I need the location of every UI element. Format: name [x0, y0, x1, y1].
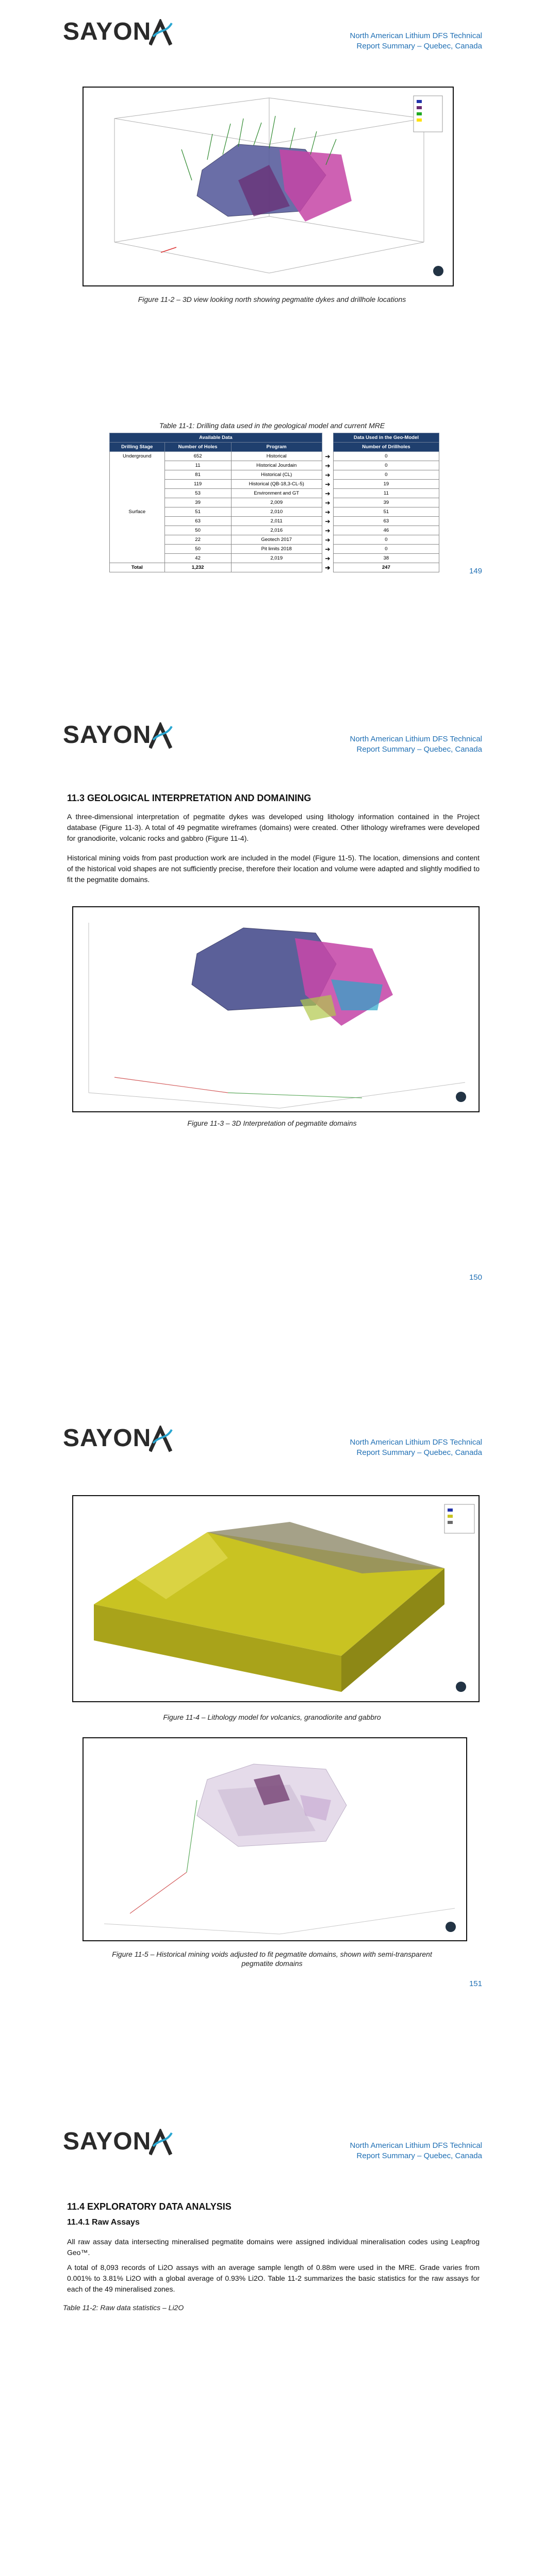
- cell-used: 63: [333, 517, 439, 526]
- cell-used: 19: [333, 480, 439, 489]
- table-row: [110, 545, 439, 554]
- paragraph-interpretation: A three-dimensional interpretation of pegmatite dykes was developed using lithology information contained in the Project database (Figure 11-3). A total of 49 pegmatite wireframes (domains) were created. Other lithology wireframes were developed for granodiorite, volcanic rocks and gabbro (Figure 11-4).: [67, 812, 480, 842]
- report-header: North American Lithium DFS Technical Report Summary – Quebec, Canada: [350, 1438, 482, 1457]
- cell-program: 2,019: [231, 554, 322, 563]
- cell-holes: 22: [164, 535, 231, 545]
- arrow-icon: ➔: [325, 499, 331, 506]
- historical-voids-render: [84, 1738, 467, 1941]
- cell-program: Historical (CL): [231, 470, 322, 480]
- cell-program: Pit limits 2018: [231, 545, 322, 554]
- cell-holes: 81: [164, 470, 231, 480]
- page-number: 149: [469, 567, 482, 575]
- cell-stage: [110, 461, 165, 470]
- paragraph-mining-voids: Historical mining voids from past production work are included in the model (Figure 11-5). The location, dimensions and content of the historical void shapes are not sufficiently precise, therefore their location and volume were adapted and slightly modified to fit the pegmatite domains.: [67, 854, 480, 884]
- arrow-icon: ➔: [325, 554, 331, 562]
- cell-holes: 63: [164, 517, 231, 526]
- paragraph-raw-assays: All raw assay data intersecting mineralised pegmatite domains were assigned individual mineralisation codes using Leapfrog Geo™.: [67, 2238, 480, 2257]
- table-row: [110, 498, 439, 507]
- cell-holes: 50: [164, 545, 231, 554]
- figure-11-4-caption: Figure 11-4 – Lithology model for volcanics, granodiorite and gabbro: [163, 1713, 381, 1721]
- figure-3d-view-dykes: [83, 87, 454, 286]
- cell-program: Geotech 2017: [231, 535, 322, 545]
- cell-used: 0: [333, 535, 439, 545]
- col-drilling-stage: Drilling Stage: [110, 443, 165, 452]
- logo-mark-icon: [149, 722, 173, 749]
- table-11-2-caption: Table 11-2: Raw data statistics – Li2O: [63, 2303, 184, 2312]
- lithology-model-render: [73, 1496, 480, 1702]
- cell-stage: [110, 526, 165, 535]
- cell-holes: 119: [164, 480, 231, 489]
- arrow-icon: ➔: [325, 462, 331, 469]
- figure-11-3-caption: Figure 11-3 – 3D Interpretation of pegmatite domains: [187, 1119, 357, 1127]
- table-row: [110, 452, 439, 461]
- report-header: North American Lithium DFS Technical Report Summary – Quebec, Canada: [350, 735, 482, 754]
- cell-used: 51: [333, 507, 439, 517]
- cell-used: 0: [333, 461, 439, 470]
- table-row: [110, 507, 439, 517]
- logo-mark-icon: [149, 19, 173, 46]
- cell-stage: Underground: [110, 452, 165, 461]
- cell-used: 0: [333, 452, 439, 461]
- arrow-icon: ➔: [325, 545, 331, 553]
- arrow-icon: ➔: [325, 517, 331, 525]
- pegmatite-domains-render: [73, 907, 480, 1112]
- cell-stage: [110, 498, 165, 507]
- cell-used: 39: [333, 498, 439, 507]
- table-row: [110, 526, 439, 535]
- col-number-of-holes: Number of Holes: [164, 443, 231, 452]
- section-11-3-heading: 11.3 GEOLOGICAL INTERPRETATION AND DOMAINING: [67, 793, 311, 803]
- paragraph-li2o-records: A total of 8,093 records of Li2O assays with an average sample length of 0.88m were used in the MRE. Grade varies from 0.001% to 3.81% Li2O with a global average of 0.93% Li2O. Table 11-2 summarizes the basic statistics for the raw assays for each of the 49 mineralised zones.: [67, 2263, 480, 2293]
- arrow-icon: ➔: [325, 480, 331, 488]
- page-152: [0, 2110, 544, 2576]
- cell-stage: [110, 554, 165, 563]
- table-row: [110, 461, 439, 470]
- cell-stage: [110, 489, 165, 498]
- subsection-11-4-1-heading: 11.4.1 Raw Assays: [67, 2218, 140, 2227]
- page-150: [0, 703, 544, 1406]
- cell-program: Historical: [231, 452, 322, 461]
- figure-pegmatite-domains: [72, 906, 480, 1112]
- col-number-of-drillholes: Number of Drillholes: [333, 443, 439, 452]
- cell-stage: [110, 535, 165, 545]
- sayona-logo: SAYON: [63, 721, 173, 749]
- cell-holes: 652: [164, 452, 231, 461]
- section-11-4-heading: 11.4 EXPLORATORY DATA ANALYSIS: [67, 2201, 232, 2212]
- cell-used: 46: [333, 526, 439, 535]
- cell-stage: Surface: [110, 507, 165, 517]
- group-header-used: Data Used in the Geo-Model: [333, 433, 439, 443]
- dykes-drillholes-render: [84, 88, 454, 286]
- cell-stage: [110, 545, 165, 554]
- table-row: [110, 489, 439, 498]
- table-row: [110, 470, 439, 480]
- sayona-logo: SAYON: [63, 18, 173, 46]
- arrow-icon: ➔: [325, 508, 331, 516]
- cell-program: Historical (QB-18,3-CL-5): [231, 480, 322, 489]
- arrow-icon: ➔: [325, 489, 331, 497]
- table-row: [110, 480, 439, 489]
- page-149: [0, 0, 544, 703]
- table-row: [110, 535, 439, 545]
- page-number: 151: [469, 1979, 482, 1988]
- cell-used: 11: [333, 489, 439, 498]
- cell-holes: 42: [164, 554, 231, 563]
- cell-stage: [110, 480, 165, 489]
- cell-holes: 53: [164, 489, 231, 498]
- report-header: North American Lithium DFS Technical Report Summary – Quebec, Canada: [350, 31, 482, 50]
- cell-holes: 39: [164, 498, 231, 507]
- arrow-icon: ➔: [325, 471, 331, 479]
- cell-program: Historical Jourdain: [231, 461, 322, 470]
- table-row: [110, 517, 439, 526]
- cell-program: 2,010: [231, 507, 322, 517]
- sayona-logo: SAYON: [63, 2127, 173, 2156]
- cell-program: 2,016: [231, 526, 322, 535]
- figure-11-2-caption: Figure 11-2 – 3D view looking north showing pegmatite dykes and drillhole locations: [138, 295, 406, 303]
- cell-stage: [110, 517, 165, 526]
- figure-historical-voids: [83, 1737, 467, 1941]
- cell-holes: 50: [164, 526, 231, 535]
- page-151: [0, 1406, 544, 2110]
- cell-program: 2,011: [231, 517, 322, 526]
- figure-lithology-model: [72, 1495, 480, 1702]
- cell-used: 38: [333, 554, 439, 563]
- cell-program: 2,009: [231, 498, 322, 507]
- cell-holes: 51: [164, 507, 231, 517]
- cell-stage: [110, 470, 165, 480]
- logo-mark-icon: [149, 1426, 173, 1452]
- arrow-icon: ➔: [325, 536, 331, 544]
- figure-11-5-caption: Figure 11-5 – Historical mining voids adjusted to fit pegmatite domains, shown with semi-transparent pegmatite domains: [112, 1950, 432, 1968]
- group-header-available: Available Data: [110, 433, 322, 443]
- arrow-icon: ➔: [325, 452, 331, 460]
- report-header: North American Lithium DFS Technical Report Summary – Quebec, Canada: [350, 2141, 482, 2160]
- cell-used: 0: [333, 470, 439, 480]
- arrow-icon: ➔: [325, 527, 331, 534]
- col-program: Program: [231, 443, 322, 452]
- sayona-logo: SAYON: [63, 1424, 173, 1452]
- table-total-row: Total 1,232 ➔ 247: [110, 563, 439, 572]
- table-row: [110, 554, 439, 563]
- page-number: 150: [469, 1273, 482, 1282]
- cell-program: Environment and GT: [231, 489, 322, 498]
- drilling-data-table: [109, 433, 439, 572]
- cell-holes: 11: [164, 461, 231, 470]
- logo-mark-icon: [149, 2129, 173, 2156]
- arrow-icon: ➔: [325, 564, 331, 571]
- cell-used: 0: [333, 545, 439, 554]
- table-11-1-caption: Table 11-1: Drilling data used in the geological model and current MRE: [159, 421, 385, 430]
